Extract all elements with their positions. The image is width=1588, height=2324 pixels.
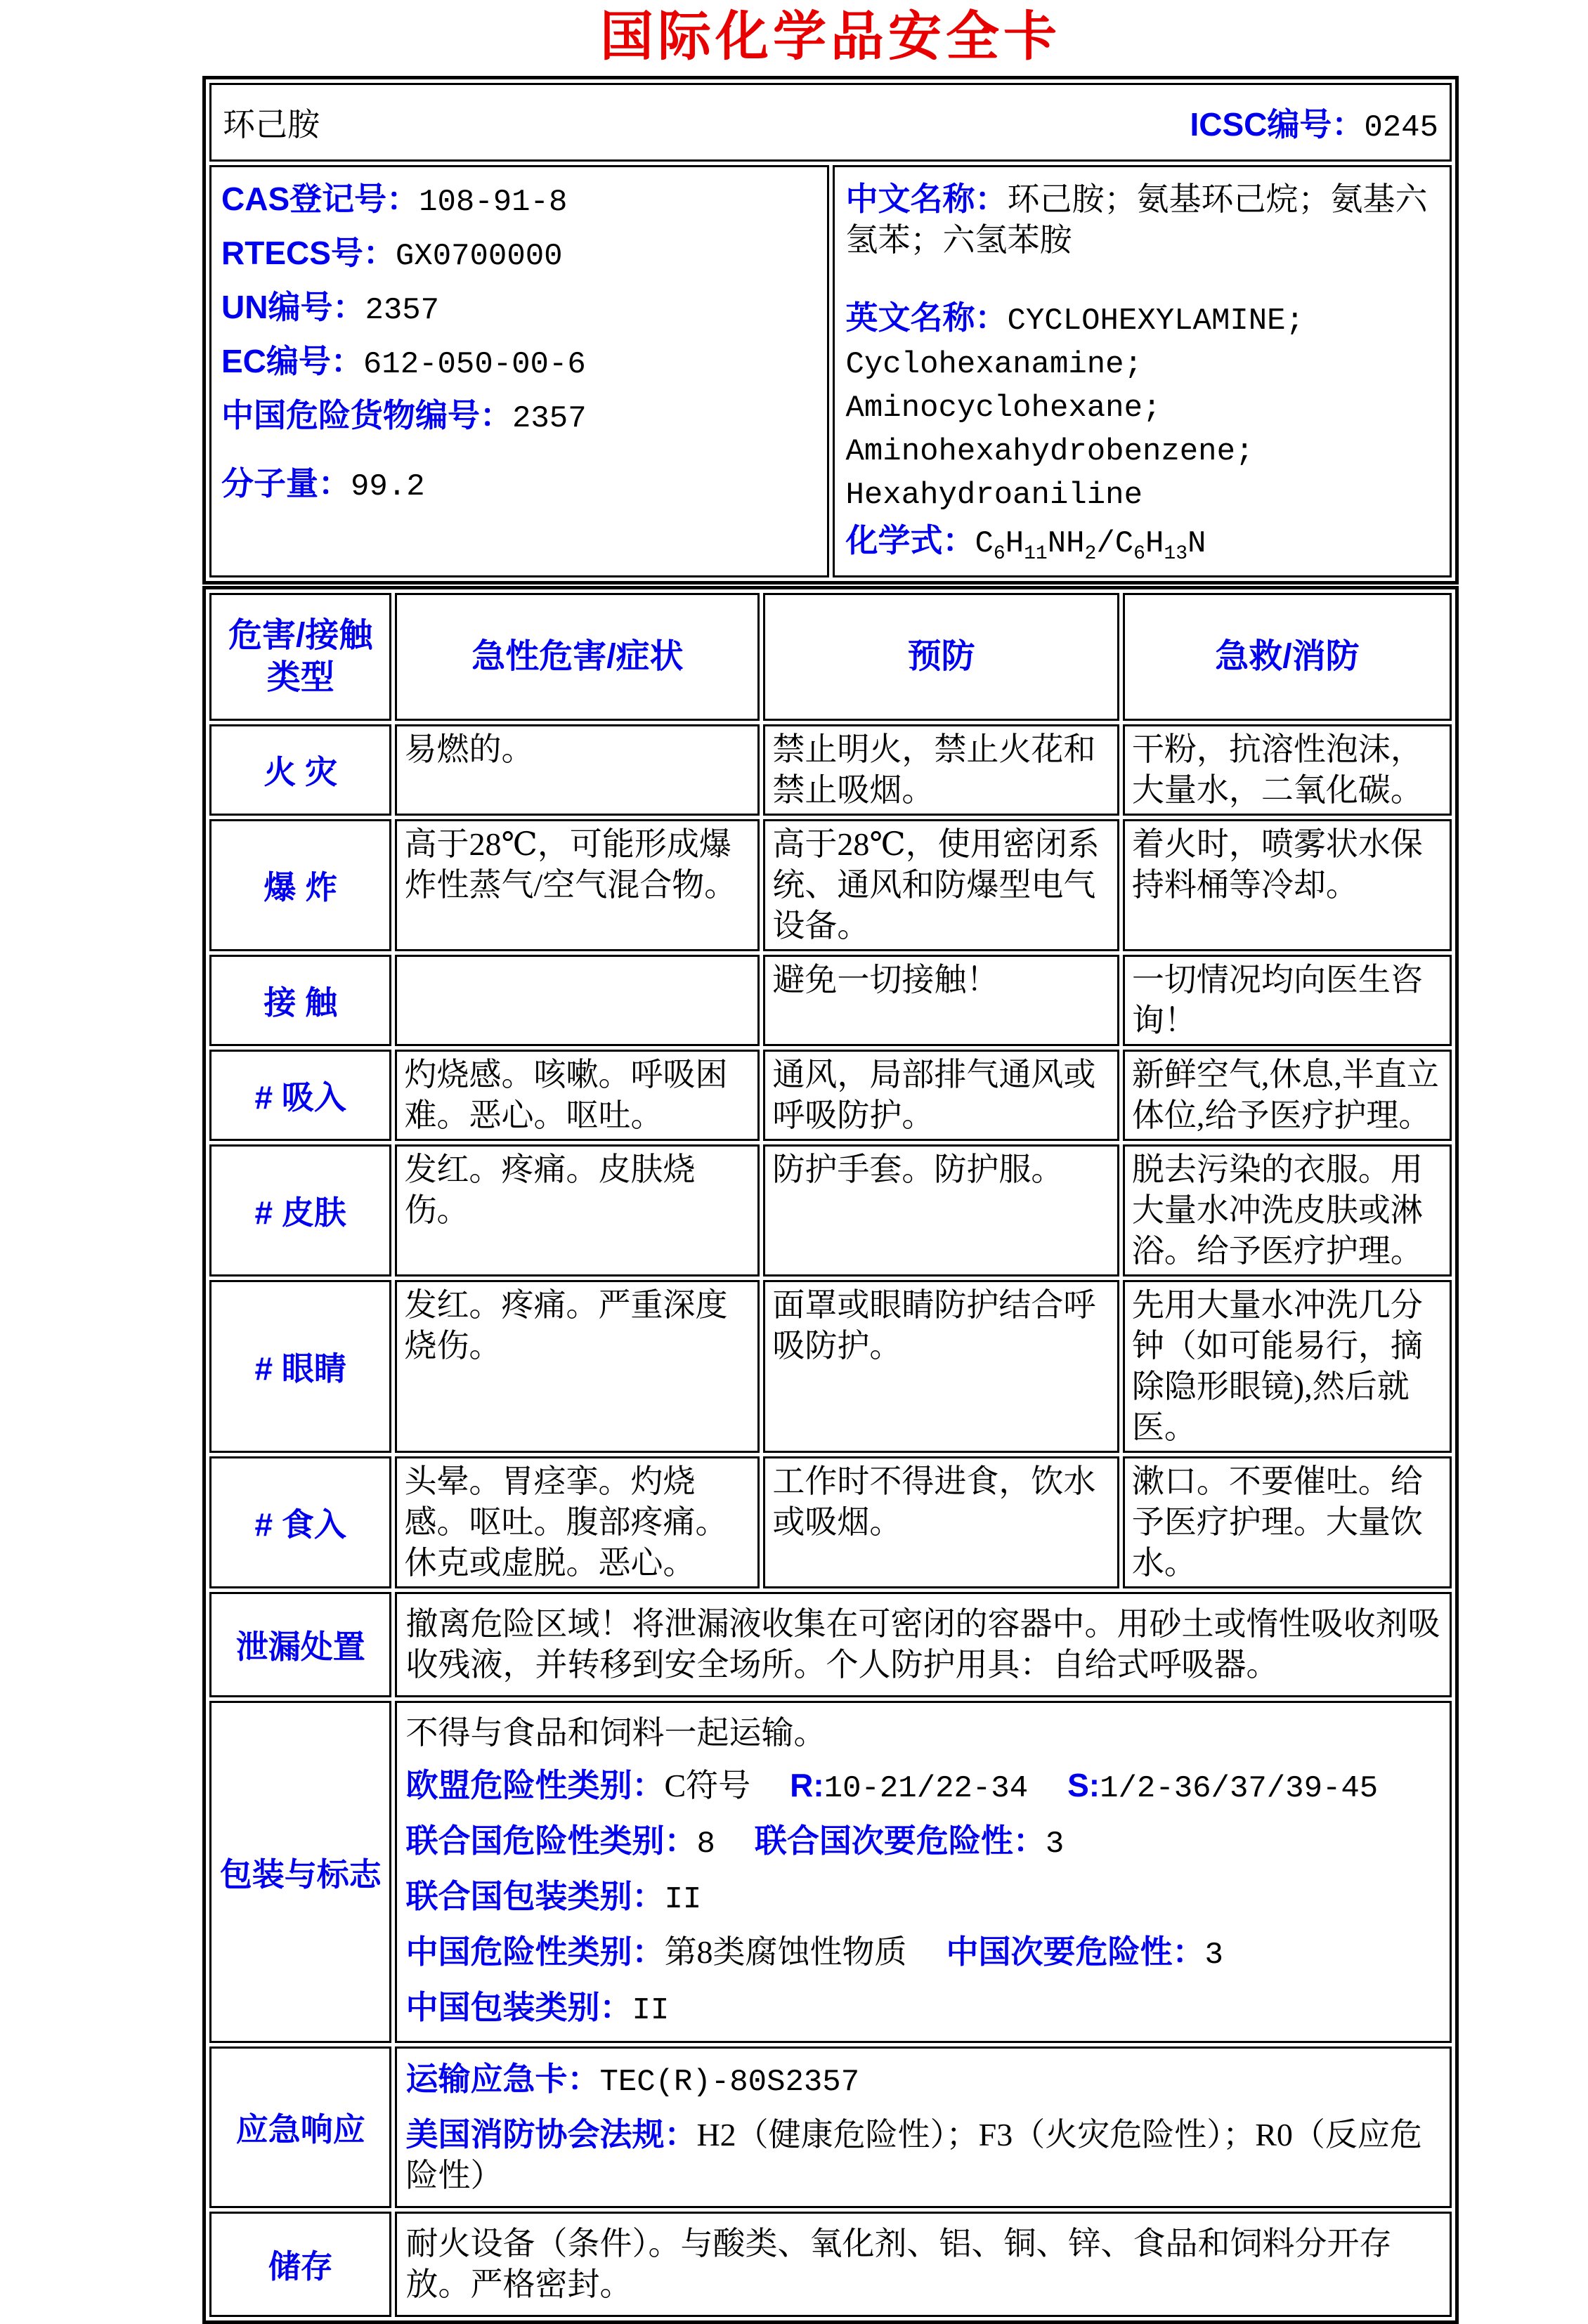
segment-code: 3	[1204, 1938, 1223, 1973]
segment-label: 欧盟危险性类别：	[405, 1767, 665, 1803]
prevention-cell: 面罩或眼睛防护结合呼吸防护。	[763, 1280, 1119, 1453]
section-label-cell: 泄漏处置	[209, 1592, 391, 1697]
page-title: 国际化学品安全卡	[600, 5, 1061, 67]
prevention-cell: 高于28℃，使用密闭系统、通风和防爆型电气设备。	[763, 819, 1119, 951]
symptoms-cell: 发红。疼痛。皮肤烧伤。	[395, 1144, 760, 1277]
segment-code: 3	[1045, 1827, 1065, 1862]
english-name-label: 英文名称：	[845, 299, 1008, 336]
id-field	[221, 341, 817, 385]
id-field-label: CAS登记号：	[221, 181, 419, 217]
english-name-line	[846, 297, 1439, 516]
id-right-cell	[833, 165, 1452, 577]
english-name-value: CYCLOHEXYLAMINE; Cyclohexanamine; Aminocyclohexane; Aminohexahydrobenzene; Hexahydroaniline	[845, 303, 1304, 513]
id-field	[221, 178, 817, 223]
formula-label: 化学式：	[845, 522, 975, 559]
id-field-label: RTECS号：	[221, 235, 396, 271]
hazard-row	[209, 819, 1452, 951]
header-table	[202, 76, 1459, 585]
prevention-cell: 通风，局部排气通风或呼吸防护。	[763, 1050, 1119, 1141]
section-label-cell: 储存	[209, 2212, 391, 2317]
segment-code: TEC(R)-80S2357	[599, 2065, 860, 2100]
hazard-type-cell: # 眼睛	[209, 1280, 391, 1453]
segment-label: S:	[1067, 1767, 1100, 1803]
id-field	[221, 287, 817, 331]
hazard-row	[209, 955, 1452, 1046]
hazard-row	[209, 1280, 1452, 1453]
chinese-name-value: 环己胺；氨基环己烷；氨基六氢苯；六氢苯胺	[845, 181, 1428, 258]
formula-value: $C_6H_{11}NH_2/C_6H_{13}N$	[975, 526, 1206, 565]
firstaid-cell: 干粉，抗溶性泡沫，大量水，二氧化碳。	[1123, 724, 1452, 816]
segment-label: 中国危险性类别：	[405, 1933, 665, 1970]
id-field-value: 2357	[512, 401, 587, 436]
icsc-label: ICSC编号：	[1190, 106, 1365, 143]
symptoms-cell	[395, 955, 760, 1046]
segment-text: H2（健康危险性）；F3（火灾危险性）；R0（反应危险性）	[405, 2117, 1422, 2193]
section-content-cell	[395, 2212, 1452, 2317]
hazard-type-cell: 接 触	[209, 955, 391, 1046]
section-line	[405, 2224, 1441, 2305]
id-field	[221, 463, 817, 507]
hazard-row	[209, 1456, 1452, 1588]
section-row	[209, 1701, 1452, 2043]
section-line	[405, 1876, 1441, 1920]
id-left-cell	[209, 165, 829, 577]
segment-text: 不得与食品和饲料一起运输。	[405, 1715, 826, 1751]
card-header-cell	[209, 83, 1452, 162]
section-label-cell: 应急响应	[209, 2046, 391, 2208]
section-line	[405, 2114, 1441, 2196]
id-field-label: 分子量：	[221, 465, 351, 502]
prevention-cell: 避免一切接触！	[763, 955, 1119, 1046]
id-field-value: 99.2	[351, 469, 425, 504]
hazard-row	[209, 724, 1452, 816]
section-row	[209, 2212, 1452, 2317]
formula-line	[846, 520, 1439, 564]
segment-code: II	[664, 1882, 702, 1917]
segment-code: 10-21/22-34	[824, 1771, 1029, 1806]
segment-text: 撤离危险区域！将泄漏液收集在可密闭的容器中。用砂土或惰性吸收剂吸收残液，并转移到安全场所。个人防护用具：自给式呼吸器。	[405, 1606, 1440, 1683]
hazard-header-row	[209, 593, 1452, 721]
id-field-value: 612-050-00-6	[363, 347, 586, 382]
prevention-cell: 工作时不得进食，饮水或吸烟。	[763, 1456, 1119, 1588]
section-line	[405, 1765, 1441, 1809]
segment-code: 8	[696, 1827, 715, 1862]
chinese-name-label: 中文名称：	[845, 181, 1008, 217]
symptoms-cell: 头晕。胃痉挛。灼烧感。呕吐。腹部疼痛。休克或虚脱。恶心。	[395, 1456, 760, 1588]
symptoms-cell: 高于28℃，可能形成爆炸性蒸气/空气混合物。	[395, 819, 760, 951]
segment-label: 运输应急卡：	[405, 2061, 600, 2097]
hazard-body	[209, 593, 1452, 2317]
segment-label: 联合国包装类别：	[405, 1878, 665, 1914]
hazard-type-cell: 火 灾	[209, 724, 391, 816]
section-row	[209, 2046, 1452, 2208]
hazard-row	[209, 1144, 1452, 1277]
segment-label: 联合国次要危险性：	[754, 1822, 1046, 1859]
segment-text: C符号	[664, 1768, 751, 1803]
id-left-list	[221, 178, 817, 507]
hazard-type-cell: # 吸入	[209, 1050, 391, 1141]
segment-label: R:	[790, 1767, 824, 1803]
id-field	[221, 233, 817, 277]
id-field-value: 108-91-8	[419, 185, 568, 220]
id-field-value: 2357	[365, 293, 440, 328]
section-content-cell	[395, 1592, 1452, 1697]
segment-label: 联合国危险性类别：	[405, 1822, 697, 1859]
icsc-number-group	[1190, 99, 1438, 145]
section-content-cell	[395, 2046, 1452, 2208]
segment-code: 1/2-36/37/39-45	[1100, 1771, 1379, 1806]
icsc-number: 0245	[1364, 110, 1438, 145]
prevention-cell: 禁止明火，禁止火花和禁止吸烟。	[763, 724, 1119, 816]
segment-text: 耐火设备（条件）。与酸类、氧化剂、铝、铜、锌、食品和饲料分开存放。严格密封。	[405, 2226, 1392, 2302]
section-line	[405, 1987, 1441, 2031]
hazard-type-cell: # 皮肤	[209, 1144, 391, 1277]
section-line	[405, 2058, 1441, 2103]
segment-label: 美国消防协会法规：	[405, 2116, 697, 2153]
firstaid-cell: 着火时，喷雾状水保持料桶等冷却。	[1123, 819, 1452, 951]
section-line	[405, 1931, 1441, 1976]
segment-code: II	[632, 1993, 670, 2028]
id-field-label: EC编号：	[221, 343, 363, 379]
icsc-card	[202, 1, 1459, 2324]
chinese-name-line	[846, 178, 1439, 261]
firstaid-cell: 脱去污染的衣服。用大量水冲洗皮肤或淋浴。给予医疗护理。	[1123, 1144, 1452, 1277]
firstaid-cell: 漱口。不要催吐。给予医疗护理。大量饮水。	[1123, 1456, 1452, 1588]
section-line	[405, 1713, 1441, 1754]
section-content-cell	[395, 1701, 1452, 2043]
hazard-type-cell: # 食入	[209, 1456, 391, 1588]
prevention-cell: 防护手套。防护服。	[763, 1144, 1119, 1277]
firstaid-cell: 一切情况均向医生咨询！	[1123, 955, 1452, 1046]
hazard-header-cell: 急救/消防	[1123, 593, 1452, 721]
segment-label: 中国次要危险性：	[946, 1933, 1205, 1970]
hazard-row	[209, 1050, 1452, 1141]
hazard-type-cell: 爆 炸	[209, 819, 391, 951]
segment-label: 中国包装类别：	[405, 1989, 632, 2025]
id-field-label: 中国危险货物编号：	[221, 397, 512, 433]
section-row	[209, 1592, 1452, 1697]
id-field-label: UN编号：	[221, 289, 365, 325]
section-line	[405, 1604, 1441, 1685]
symptoms-cell: 易燃的。	[395, 724, 760, 816]
hazard-header-cell: 预防	[763, 593, 1119, 721]
hazard-table	[202, 586, 1459, 2324]
hazard-header-cell: 危害/接触类型	[209, 593, 391, 721]
firstaid-cell: 先用大量水冲洗几分钟（如可能易行，摘除隐形眼镜),然后就医。	[1123, 1280, 1452, 1453]
identification-row	[209, 165, 1452, 577]
symptoms-cell: 发红。疼痛。严重深度烧伤。	[395, 1280, 760, 1453]
section-line	[405, 1820, 1441, 1865]
firstaid-cell: 新鲜空气,休息,半直立体位,给予医疗护理。	[1123, 1050, 1452, 1141]
symptoms-cell: 灼烧感。咳嗽。呼吸困难。恶心。呕吐。	[395, 1050, 760, 1141]
hazard-header-cell: 急性危害/症状	[395, 593, 760, 721]
section-label-cell: 包装与标志	[209, 1701, 391, 2043]
segment-text: 第8类腐蚀性物质	[664, 1934, 907, 1970]
card-header-row	[209, 83, 1452, 162]
id-field-value: GX0700000	[395, 239, 563, 274]
id-field	[221, 395, 817, 439]
substance-name: 环己胺	[223, 107, 320, 143]
